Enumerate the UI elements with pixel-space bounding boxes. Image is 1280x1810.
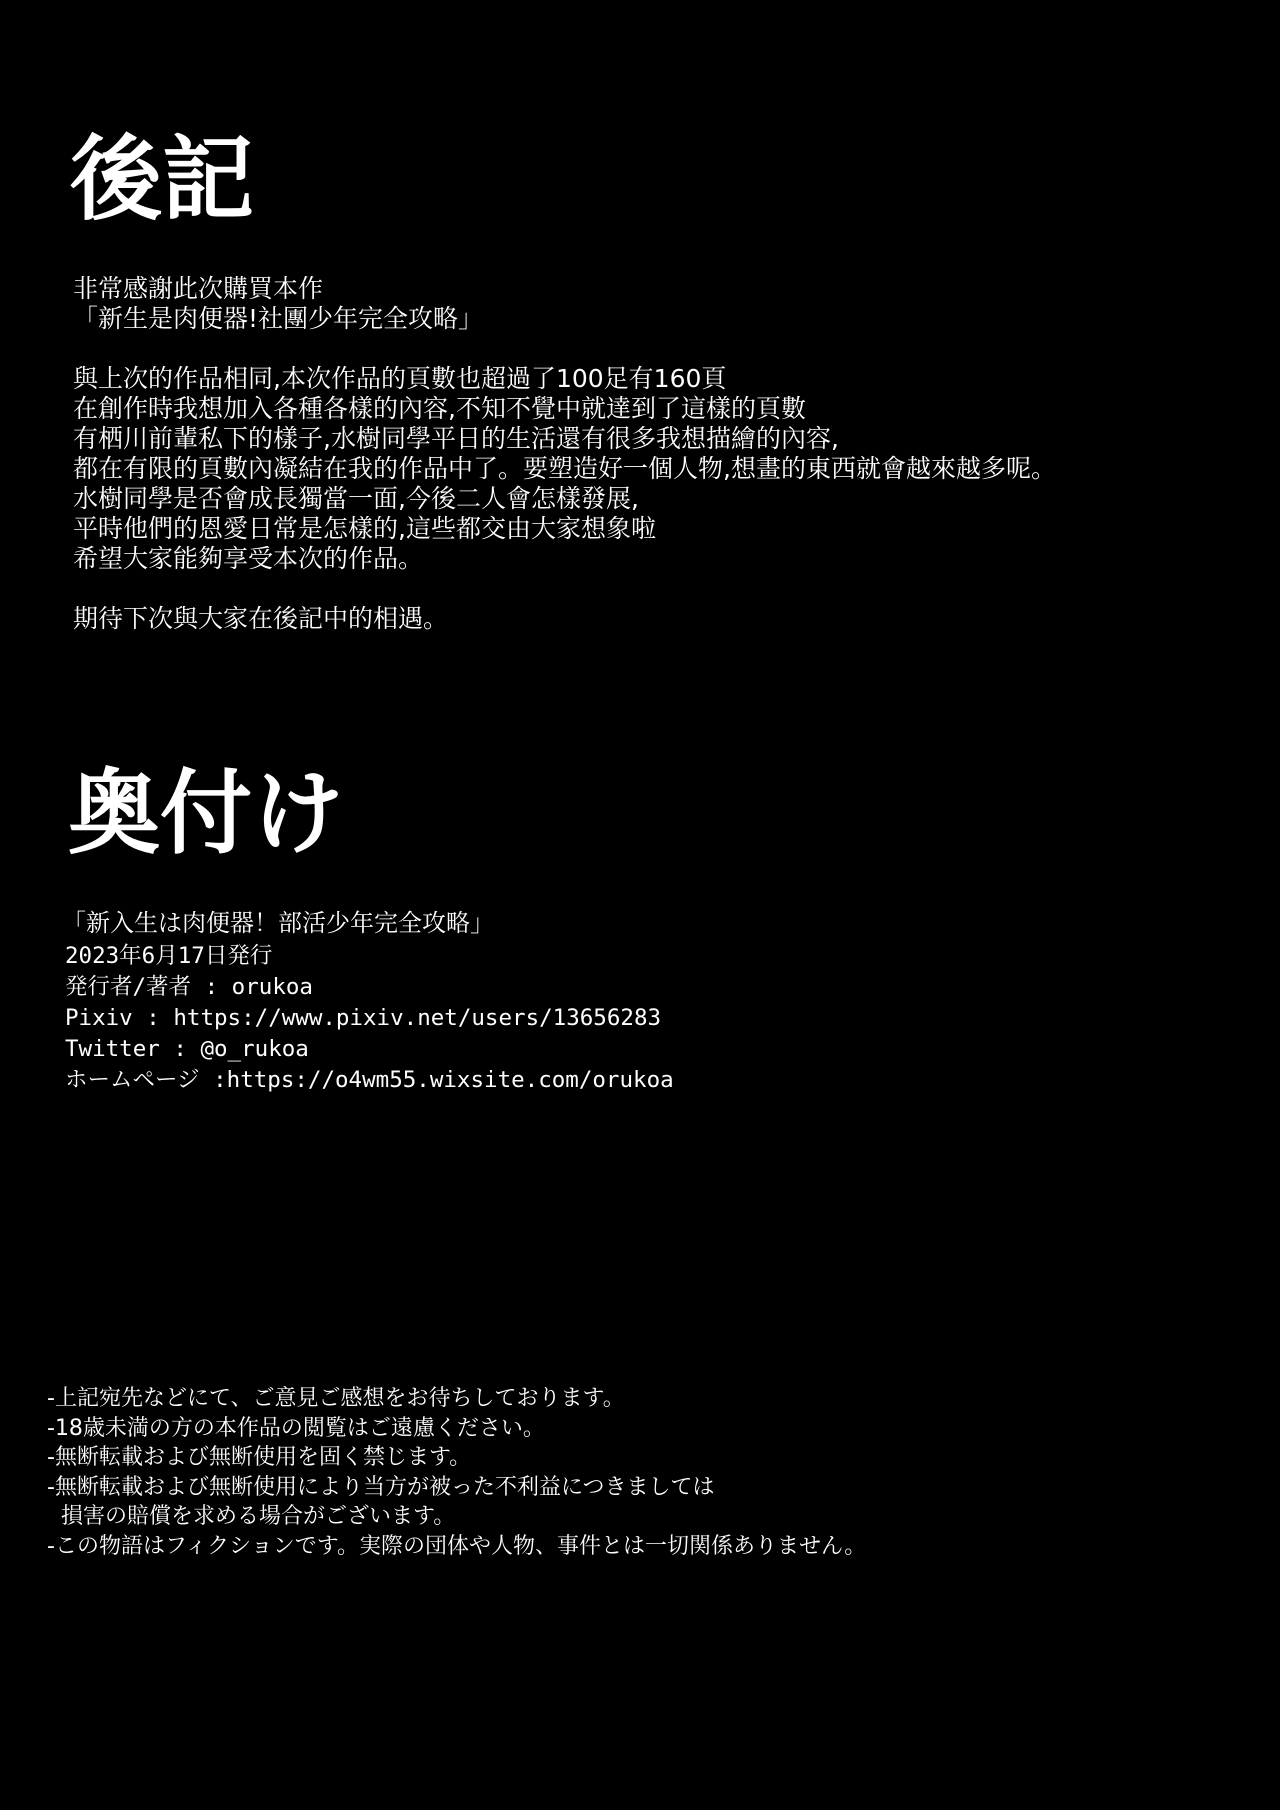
afterword-heading: 後記 (70, 126, 255, 233)
afterword-body (73, 274, 1056, 634)
afterword-line: 都在有限的頁數內凝結在我的作品中了。要塑造好一個人物,想畫的東西就會越來越多呢。 (73, 454, 1056, 483)
notice-item: -上記宛先などにて、ご意見ご感想をお待ちしております。 (47, 1386, 625, 1411)
afterword-line: 與上次的作品相同,本次作品的頁數也超過了100足有160頁 (73, 364, 727, 393)
notice-item: -この物語はフィクションです。実際の団体や人物、事件とは一切関係ありません。 (47, 1533, 867, 1559)
notice-item: -無断転載および無断使用により当方が被った不利益につきましては (47, 1474, 715, 1500)
notice-item: 損害の賠償を求める場合がございます。 (47, 1504, 456, 1529)
notice-item: -18歳未満の方の本作品の閲覧はご遠慮ください。 (47, 1415, 545, 1441)
afterword-line: 希望大家能夠享受本次的作品。 (73, 544, 424, 573)
work-title: 「新入生は肉便器！部活少年完全攻略」 (62, 909, 494, 937)
paragraph-spacer (73, 334, 1056, 364)
afterword-line: 平時他們的恩愛日常是怎樣的,這些都交由大家想象啦 (73, 514, 656, 543)
pixiv-link: Pixiv : https://www.pixiv.net/users/13656283 (65, 1005, 662, 1031)
notices (47, 1384, 866, 1561)
twitter-handle: Twitter : @o_rukoa (65, 1036, 309, 1062)
homepage-link: ホームページ :https://o4wm55.wixsite.com/orukoa (65, 1067, 674, 1093)
afterword-line: 「新生是肉便器!社團少年完全攻略」 (73, 304, 484, 333)
colophon-details (65, 941, 674, 1096)
afterword-line: 在創作時我想加入各種各樣的內容,不知不覺中就達到了這樣的頁數 (73, 394, 806, 423)
paragraph-spacer (73, 574, 1056, 604)
afterword-line: 期待下次與大家在後記中的相遇。 (73, 604, 449, 633)
notice-item: -無断転載および無断使用を固く禁じます。 (47, 1445, 472, 1470)
publisher-author: 発行者/著者 : orukoa (65, 974, 313, 1000)
publish-date: 2023年6月17日発行 (65, 943, 273, 969)
afterword-line: 有栖川前輩私下的樣子,水樹同學平日的生活還有很多我想描繪的內容, (73, 424, 839, 453)
colophon-heading: 奥付け (68, 760, 345, 867)
afterword-line: 水樹同學是否會成長獨當一面,今後二人會怎樣發展, (73, 484, 639, 513)
afterword-line: 非常感謝此次購買本作 (73, 274, 324, 303)
